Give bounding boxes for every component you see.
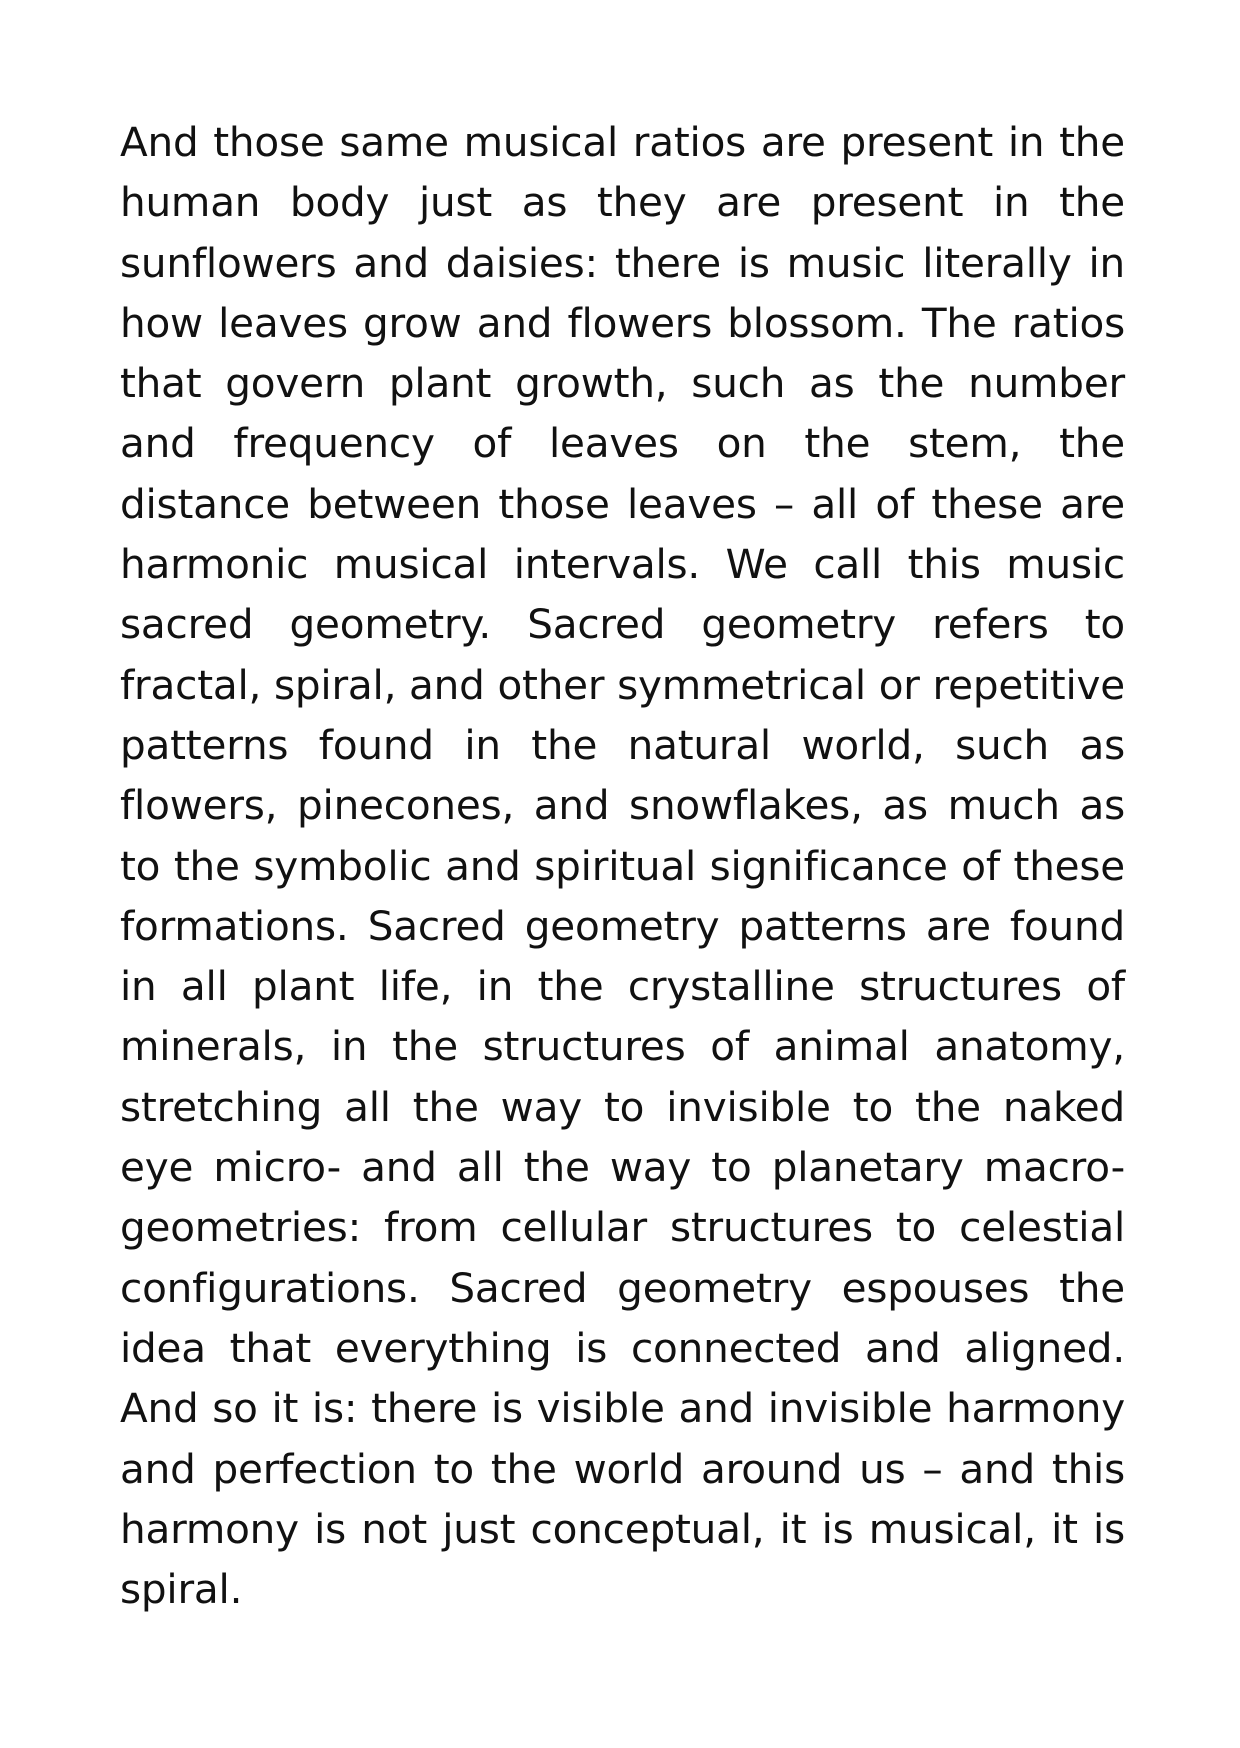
body-paragraph: And those same musical ratios are present in the human body just as they are present in the sunflowers and daisies: there is music literally in how leaves grow and flowers blossom. The ratios that govern plant growth, such as the number and frequency of leaves on the stem, the distance between those leaves – all of these are harmonic musical intervals. We call this music sacred geometry. Sacred geometry refers to fractal, spiral, and other symmetrical or repetitive patterns found in the natural world, such as flowers, pinecones, and snowflakes, as much as to the symbolic and spiritual significance of these formations. Sacred geometry patterns are found in all plant life, in the crystalline structures of minerals, in the structures of animal anatomy, stretching all the way to invisible to the naked eye micro- and all the way to planetary macro-geometries: from cellular structures to celestial configurations. Sacred geometry espouses the idea that everything is connected and aligned. And so it is: there is visible and invisible harmony and perfection to the world around us – and this harmony is not just conceptual, it is musical, it is spiral. — [120, 118, 1125, 1614]
